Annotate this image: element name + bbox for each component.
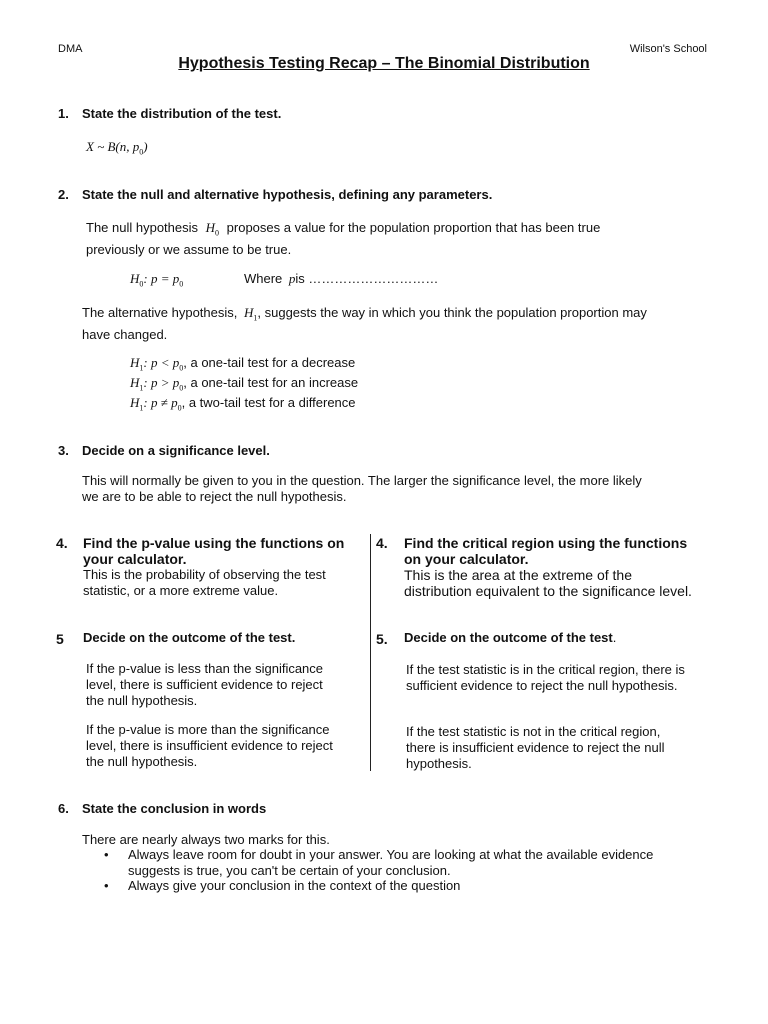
list-item: • Always leave room for doubt in your answer. You are looking at what the available evidence suggests is true, you can't be certain of your conclusion. [104, 847, 654, 878]
section-6-number: 6. [58, 801, 69, 816]
column-divider [370, 534, 371, 771]
header-left: DMA [58, 43, 83, 55]
h1-difference: $H_1$: $p \ne p_0$, a two-tail test for a difference [130, 395, 356, 413]
h0-formula: $H_0$: $p = p_0$ [130, 271, 184, 289]
section-6-intro: There are nearly always two marks for this. [82, 832, 330, 847]
distribution-formula: X ~ B(n, $p_0$) [86, 139, 148, 157]
section-6-heading: State the conclusion in words [82, 801, 267, 816]
section-5-left-p1: If the p-value is less than the significance level, there is sufficient evidence to reject the null hypothesis. [86, 661, 324, 708]
section-1-heading: State the distribution of the test. [82, 106, 282, 121]
section-2-number: 2. [58, 187, 69, 202]
section-4-left-text: This is the probability of observing the test statistic, or a more extreme value. [83, 567, 326, 598]
section-4-right-number: 4. [376, 535, 388, 551]
section-1-number: 1. [58, 106, 69, 121]
page-title: Hypothesis Testing Recap – The Binomial Distribution [178, 55, 590, 72]
section-5-right-p2: If the test statistic is not in the critical region, there is insufficient evidence to reject the null hypothesis. [406, 724, 665, 771]
h1-decrease: $H_1$: $p < p_0$, a one-tail test for a decrease [130, 355, 356, 373]
header-right: Wilson's School [629, 43, 707, 55]
section-3-heading: Decide on a significance level. [82, 443, 270, 458]
section-5-right-heading: Decide on the outcome of the test. [404, 630, 617, 645]
section-3-number: 3. [58, 443, 69, 458]
section-5-left-p2: If the p-value is more than the significance level, there is insufficient evidence to reject the null hypothesis. [86, 722, 333, 769]
where-parameter: Where pis ………………………… [244, 271, 439, 286]
list-item: • Always give your conclusion in the context of the question [104, 878, 461, 893]
conclusion-bullets [82, 847, 732, 894]
section-5-right-p1: If the test statistic is in the critical region, there is sufficient evidence to reject the null hypothesis. [406, 662, 685, 693]
section-3-text: This will normally be given to you in the question. The larger the significance level, the more likely we are to be able to reject the null hypothesis. [82, 473, 642, 504]
alternative-hypothesis-text: The alternative hypothesis, $H_1$, suggests the way in which you think the population proportion may have changed. [82, 305, 647, 342]
section-5-left-heading: Decide on the outcome of the test. [83, 630, 296, 645]
section-4-left-heading: Find the p-value using the functions on your calculator. [83, 535, 345, 567]
section-5-left-number: 5 [56, 631, 64, 647]
section-2-heading: State the null and alternative hypothesis, defining any parameters. [82, 187, 493, 202]
section-4-left-number: 4. [56, 535, 68, 551]
h1-increase: $H_1$: $p > p_0$, a one-tail test for an increase [130, 375, 359, 393]
null-hypothesis-text: The null hypothesis $H_0$ proposes a value for the population proportion that has been true previously or we assume to be true. [86, 220, 601, 257]
section-4-right-heading: Find the critical region using the functions on your calculator. [404, 535, 688, 567]
section-5-right-number: 5. [376, 631, 388, 647]
section-4-right-text: This is the area at the extreme of the distribution equivalent to the significance level. [404, 567, 692, 599]
